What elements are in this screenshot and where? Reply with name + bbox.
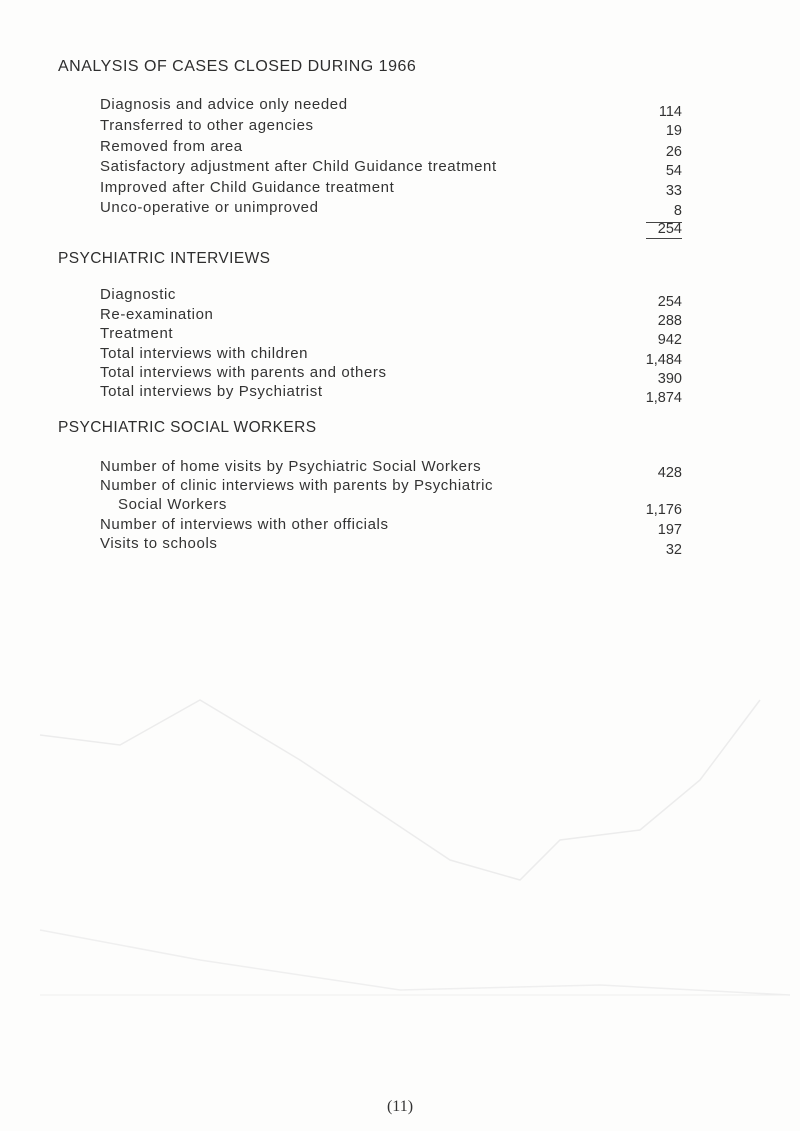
row-label: Re-examination — [100, 306, 214, 323]
row-label: Removed from area — [100, 138, 243, 155]
table-row — [0, 286, 800, 308]
row-value: 33 — [665, 183, 682, 199]
row-label: Diagnosis and advice only needed — [100, 96, 348, 113]
row-label: Improved after Child Guidance treatment — [100, 179, 395, 196]
row-value: 390 — [657, 371, 682, 387]
table-row — [0, 199, 800, 221]
table-row — [0, 138, 800, 160]
row-value: 1,874 — [645, 390, 682, 406]
row-label: Unco-operative or unimproved — [100, 199, 319, 216]
row-value: 114 — [658, 104, 682, 120]
page-number: (11) — [386, 1098, 414, 1115]
row-value: 8 — [673, 203, 682, 219]
table-row — [0, 496, 800, 518]
total-value: 254 — [657, 221, 682, 237]
page-title: ANALYSIS OF CASES CLOSED DURING 1966 — [58, 58, 417, 75]
table-row — [0, 179, 800, 201]
row-label: Transferred to other agencies — [100, 117, 314, 134]
row-value: 26 — [665, 144, 682, 160]
row-value: 254 — [657, 294, 682, 310]
row-value: 288 — [657, 313, 682, 329]
table-row — [0, 158, 800, 180]
table-row — [0, 117, 800, 139]
row-label: Treatment — [100, 325, 174, 342]
total-rule-bottom — [646, 238, 682, 239]
row-value: 197 — [657, 522, 682, 538]
row-label: Number of home visits by Psychiatric Social Workers — [100, 458, 482, 475]
row-label: Total interviews with parents and others — [100, 364, 387, 381]
row-value: 1,176 — [645, 502, 682, 518]
row-label: Total interviews by Psychiatrist — [100, 383, 323, 400]
row-label: Visits to schools — [100, 535, 218, 552]
row-value: 1,484 — [645, 352, 682, 368]
row-value: 32 — [665, 542, 682, 558]
row-value: 19 — [665, 123, 682, 139]
row-label-continuation: Social Workers — [118, 496, 227, 513]
table-row — [0, 325, 800, 347]
section-heading: PSYCHIATRIC SOCIAL WORKERS — [58, 419, 317, 436]
row-value: 428 — [657, 465, 682, 481]
table-row — [0, 96, 800, 118]
row-value: 54 — [665, 163, 682, 179]
row-label: Satisfactory adjustment after Child Guidance treatment — [100, 158, 497, 175]
row-label: Number of interviews with other officials — [100, 516, 389, 533]
row-label: Number of clinic interviews with parents by Psychiatric — [100, 477, 494, 494]
table-row — [0, 383, 800, 405]
row-label: Diagnostic — [100, 286, 177, 303]
section-heading: PSYCHIATRIC INTERVIEWS — [58, 250, 271, 267]
table-row — [0, 535, 800, 557]
row-value: 942 — [657, 332, 682, 348]
row-label: Total interviews with children — [100, 345, 309, 362]
